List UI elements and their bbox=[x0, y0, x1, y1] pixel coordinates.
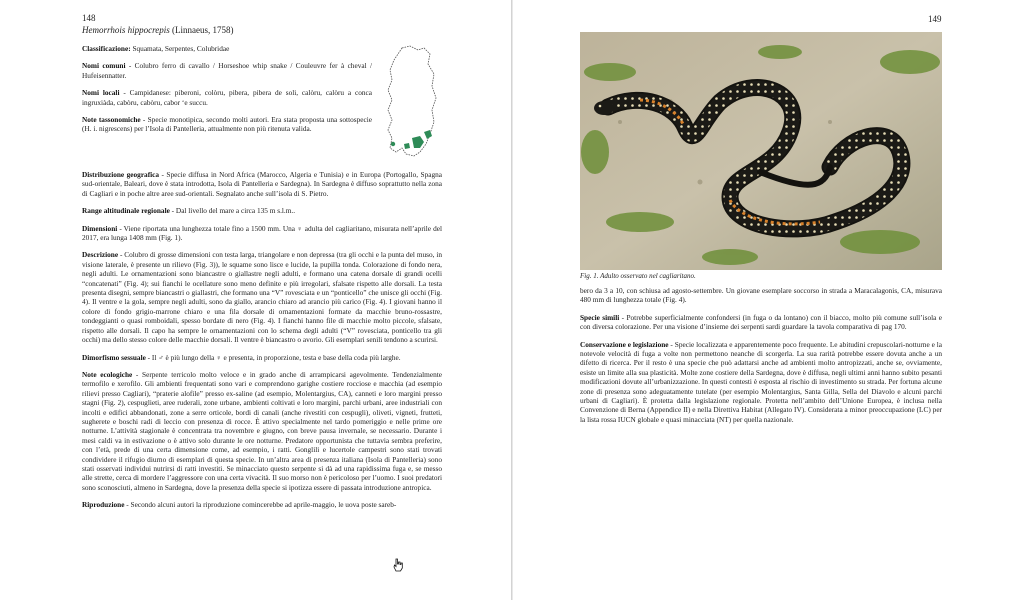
paragraph-sexual-dimorphism: Dimorfismo sessuale - Il ♂ è più lungo della ♀ e presenta, in proporzione, testa e base della coda più larghe. bbox=[82, 352, 401, 362]
paragraph-altitude-range: Range altitudinale regionale - Dal livello del mare a circa 135 m s.l.m.. bbox=[82, 206, 296, 216]
paragraph-similar-species: Specie simili - Potrebbe superficialmente confondersi (in fuga o da lontano) con il biacco, molto più comune sull’isola e con diversa colorazione. Per una visione d’insieme dei serpenti sardi guardare la tavola comparativa di pag 170. bbox=[580, 312, 942, 332]
snake-photo-illustration bbox=[580, 32, 942, 270]
paragraph-ecology-notes: Note ecologiche - Serpente terricolo molto veloce e in grado anche di arrampicarsi agevolmente. Tendenzialmente termofilo e xerofilo. Gli ambienti frequentati sono vari e comprendono garighe costiere rocciose e macchia (ad esempio rilievi presso Cagliari), “praterie alofile” presso ex-saline (ad esempio, Molentargius, CA), canneti e loro margini presso stagni (Fig. 2), cespuglieti, aree ruderali, zone urbane, ambienti coltivati e loro margini, parchi urbani, aree industriali con incolti e edifici abbandonati, zone a serre orticole, bordi di canali (anche rivestiti con cespugli), oliveti, vigneti, frutteti, sugherete e boschi radi di leccio con presenza di rocce. È attivo specialmente nel tardo pomeriggio e nelle prime ore notturne. L’attività stagionale è concentrata tra novembre e giugno, con breve pausa invernale, se necessario. Durante i mesi caldi va in estivazione o è attivo solo durante le ore notturne. Predatore opportunista che tuttavia sembra preferire, con l’età, prede di una certa dimensione come, ad esempio, i ratti. Gonglili e lucertole campestri sono stati trovati condividere il rifugio diurno di esemplari di questa specie. In un’altra area di presenza italiana (Isola di Pantelleria) sono stati osservati individui nutrirsi di ratti investiti. Se minacciato questo serpente si dà ad una rapidissima fuga e, se messo alle strette, cerca di mordere l’aggressore con una certa vivacità. Il suo morso non è pericoloso per l’uomo. I suoi predatori sono sconosciuti, almeno in Sardegna, dove la presenza della specie si ipotizza essere di passata introduzione antropica. bbox=[82, 369, 442, 492]
sardinia-distribution-map bbox=[380, 44, 442, 164]
page-number-left: 148 bbox=[82, 13, 96, 23]
book-spine bbox=[511, 0, 513, 600]
left-page bbox=[0, 0, 511, 600]
hand-cursor-icon bbox=[393, 558, 403, 572]
page-number-right: 149 bbox=[928, 14, 942, 24]
species-name: Hemorrhois hippocrepis bbox=[82, 25, 170, 35]
paragraph-description: Descrizione - Colubro di grosse dimensioni con testa larga, triangolare e non depressa (tra gli occhi e la punta del muso, in visione laterale, è presente un rilievo (Fig. 3)), le squame sono lisce e lucide, la pupilla tonda. Colorazione di fondo nera, negli adulti. Le ornamentazioni sono biancastre o giallastre negli adulti, e formano una catena dorsale di grandi ocelli “concatenati” (Fig. 4); sui fianchi le ocellature sono meno definite e più irregolari, sfalsate rispetto alle dorsali. La testa presenta disegni, sempre biancastri o giallastri, che formano una “V” rovesciata e un “ponticello” che unisce gli occhi (Fig. 4). Il ventre e la gola, sempre negli adulti, sono da giallo, arancio chiaro ad arancio più carico (Fig. 4). I giovani hanno il colore di fondo grigio-marrone chiaro e una fila dorsale di ornamentazioni formate da macchie bruno-rossastre, tondeggianti o quasi romboidali, spesso bordate di nero (Fig. 4). I fianchi hanno file di macchie molto piccole, sfalsate, rispetto alle dorsali. Il capo ha sempre le ornamentazioni con lo schema degli adulti (“V” rovesciata, ponticello tra gli occhi) ma dello stesso colore delle macchie dorsali. Il ventre è biancastro o avorio. Gli esemplari senili tendono a scurirsi. bbox=[82, 250, 442, 345]
paragraph-reproduction-continued: bero da 3 a 10, con schiusa ad agosto-settembre. Un giovane esemplare soccorso in strada a Maracalagonis, CA, misurava 480 mm di lunghezza totale (Fig. 4). bbox=[580, 286, 942, 305]
species-author: (Linnaeus, 1758) bbox=[172, 25, 234, 35]
paragraph-classification: Classificazione: Squamata, Serpentes, Colubridae bbox=[82, 44, 230, 53]
paragraph-reproduction: Riproduzione - Secondo alcuni autori la riproduzione comincerebbe ad aprile-maggio, le uova poste sareb- bbox=[82, 500, 397, 510]
paragraph-distribution: Distribuzione geografica - Specie diffusa in Nord Africa (Marocco, Algeria e Tunisia) e in Europa (Portogallo, Spagna sud-orientale, Baleari, dove è stata introdotta, Isola di Pantelleria e Sardegna). In Sardegna è diffuso soprattutto nella zona di Cagliari e in poche altre aree sud-orientali. Segnalato anche sull’isola di S. Pietro. bbox=[82, 170, 443, 198]
paragraph-local-names: Nomi locali - Campidanese: piberoni, colòru, pibera, pibera de soli, calòru, calòru a conca ingruxiàda, cabòru, cabòru, cabor ‘e succu. bbox=[82, 88, 372, 107]
species-title bbox=[82, 26, 233, 35]
snake-photo bbox=[580, 32, 942, 270]
paragraph-conservation: Conservazione e legislazione - Specie localizzata e apparentemente poco frequente. Le abitudini crepuscolari-notturne e la notevole velocità di fuga a volte non permettono neanche di scorgerla. La sua rarità potrebbe essere dovuta anche a un difetto di ricerca. Per il resto è una specie che può adattarsi anche ad ambienti molto antropizzati, anche se, ovviamente, esiste un limite alla sua plasticità. Molte zone costiere della Sardegna, dove è diffusa, negli ultimi anni hanno subito pesanti modificazioni dovute all’urbanizzazione. In questi contesti è esposta al rischio di investimento su strada. Per fortuna alcune zone di presenza sono adeguatamente tutelate (per esempio Molentargius, Santa Gilla, Sella del Diavolo e alcuni parchi urbani di Cagliari). È protetta dalla legislazione regionale. Protetta nell’ambito dell’Unione Europea, è inclusa nella Convenzione di Berna (Appendice II) e nella Direttiva Habitat (Allegato IV). Considerata a minor preoccupazione (LC) per la lista rossa IUCN globale e quasi minacciata (NT) per quella nazionale. bbox=[580, 339, 942, 424]
text-column-wide bbox=[82, 170, 442, 518]
text-column-narrow bbox=[82, 44, 372, 142]
paragraph-dimensions: Dimensioni - Viene riportata una lunghezza totale fino a 1500 mm. Una ♀ adulta del cagliaritano, misurata nell’aprile del 2017, era lunga 1408 mm (Fig. 1). bbox=[82, 223, 442, 243]
photo-caption: Fig. 1. Adulto osservato nel cagliaritano. bbox=[580, 272, 696, 280]
right-text-column bbox=[580, 286, 942, 432]
paragraph-common-names: Nomi comuni - Colubro ferro di cavallo / Horseshoe whip snake / Couleuvre fer à cheval / Hufeisennatter. bbox=[82, 61, 372, 80]
paragraph-taxonomy-notes: Note tassonomiche - Specie monotipica, secondo molti autori. Era stata proposta una sottospecie (H. i. nigrescens) per l’Isola di Pantelleria, attualmente non più ritenuta valida. bbox=[82, 115, 372, 134]
